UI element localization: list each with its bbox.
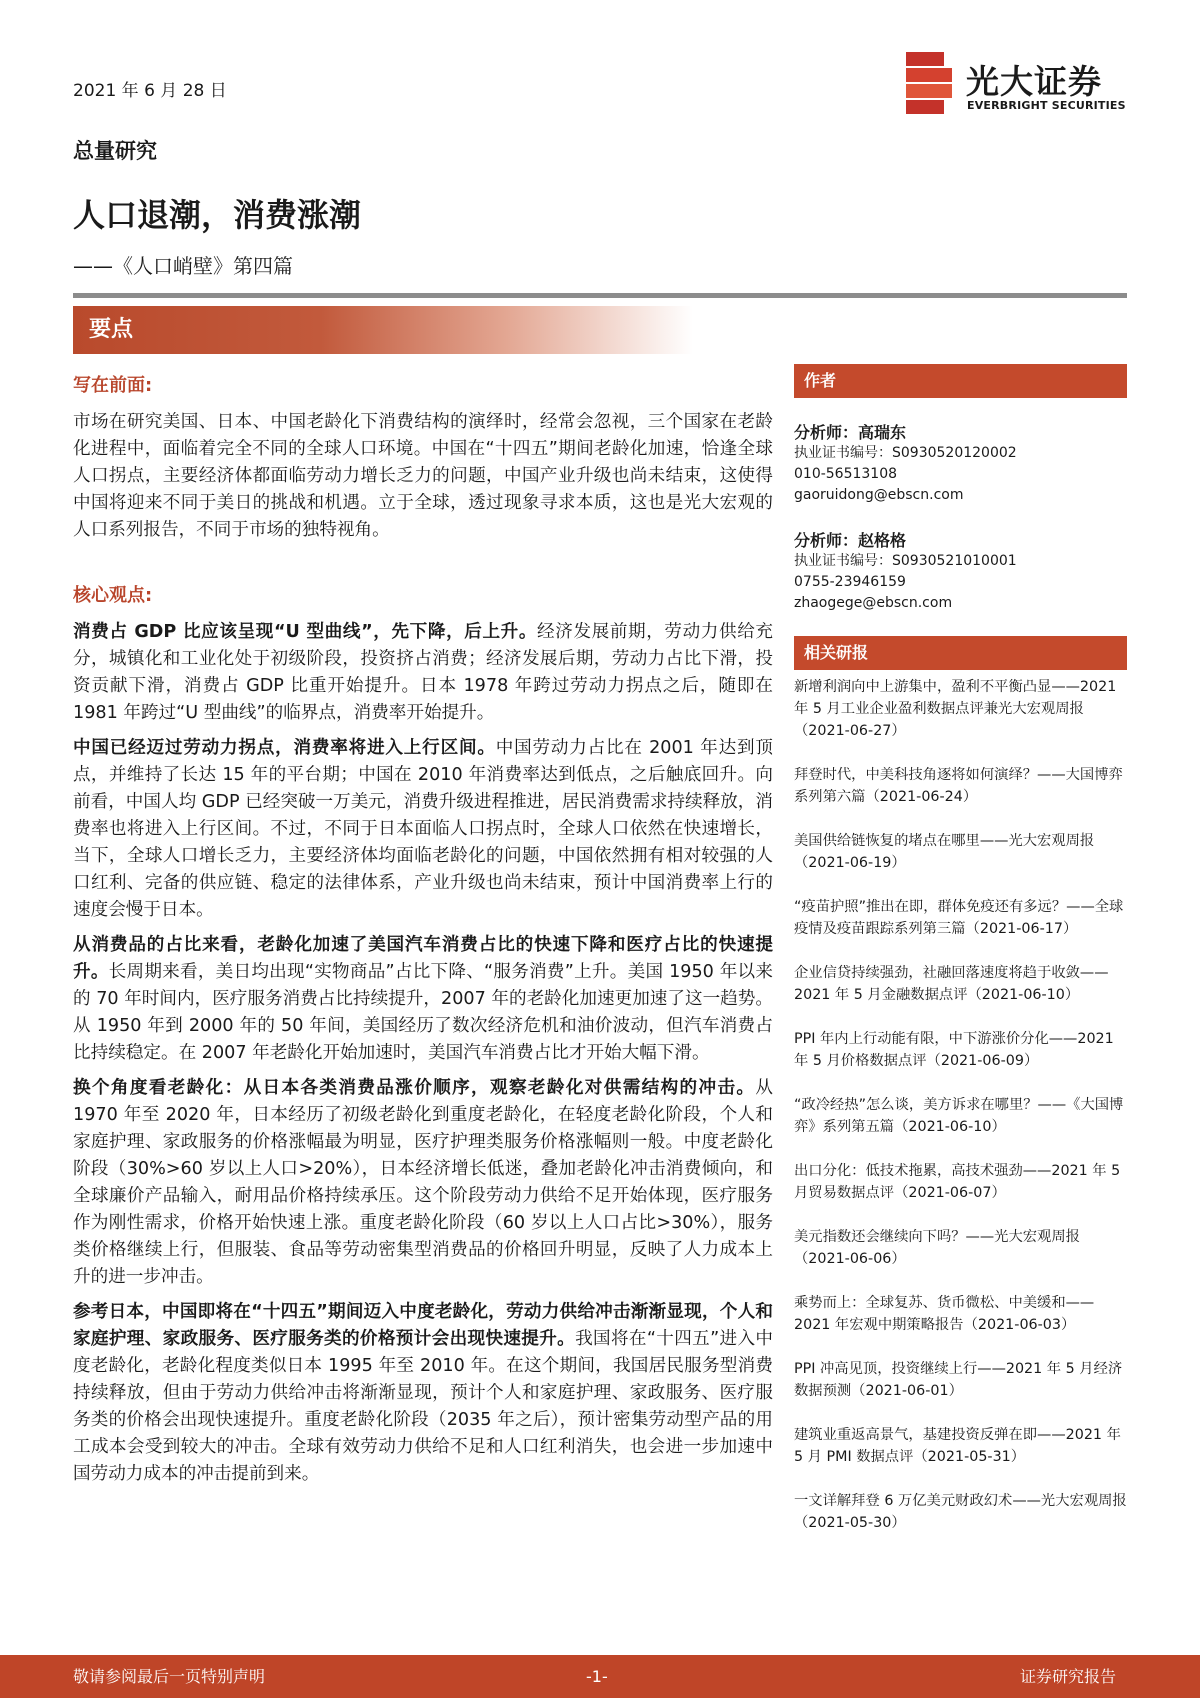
- header-divider: [73, 293, 1127, 298]
- related-report-item[interactable]: 企业信贷持续强劲，社融回落速度将趋于收敛——2021 年 5 月金融数据点评（2021-06-10）: [794, 965, 1109, 1003]
- report-category: 总量研究: [73, 139, 157, 163]
- core-point-lead: 从消费品的占比来看，老龄化加速了美国汽车消费占比的快速下降和医疗占比的快速提升。: [73, 935, 773, 982]
- analyst-phone: 0755-23946159: [794, 574, 906, 590]
- core-point: [73, 1299, 773, 1488]
- core-point: [73, 1075, 773, 1291]
- analyst-phone: 010-56513108: [794, 466, 898, 482]
- main-content: [73, 372, 773, 1496]
- related-report-item[interactable]: 美元指数还会继续向下吗？——光大宏观周报（2021-06-06）: [794, 1229, 1080, 1267]
- key-points-banner: 要点: [73, 306, 693, 354]
- related-report-item[interactable]: 乘势而上：全球复苏、货币微松、中美缓和——2021 年宏观中期策略报告（2021-06-03）: [794, 1295, 1095, 1333]
- related-report-item[interactable]: “政冷经热”怎么谈，美方诉求在哪里？——《大国博弈》系列第五篇（2021-06-10）: [794, 1097, 1124, 1135]
- analyst-cert: 执业证书编号：S0930520120002: [794, 445, 1017, 461]
- core-point-body: 长周期来看，美日均出现“实物商品”占比下降、“服务消费”上升。美国 1950 年以来的 70 年时间内，医疗服务消费占比持续提升，2007 年的老龄化加速更加速了这一趋势。从 1950 年到 2000 年的 50 年间，美国经历了数次经济危机和油价波动，但汽车消费占比持续稳定。在 2007 年老龄化开始加速时，美国汽车消费占比才开始大幅下滑。: [73, 962, 773, 1063]
- related-report-item[interactable]: 美国供给链恢复的堵点在哪里——光大宏观周报（2021-06-19）: [794, 833, 1095, 871]
- core-views-heading: 核心观点:: [73, 585, 153, 606]
- analyst-email[interactable]: gaoruidong@ebscn.com: [794, 487, 964, 503]
- author-heading: 作者: [794, 364, 1127, 398]
- related-report-item[interactable]: 拜登时代，中美科技角逐将如何演绎？——大国博弈系列第六篇（2021-06-24）: [794, 767, 1123, 805]
- core-point: [73, 619, 773, 727]
- everbright-logo-icon: [906, 52, 954, 116]
- core-point-body: 我国将在“十四五”进入中度老龄化，老龄化程度类似日本 1995 年至 2010 年。在这个期间，我国居民服务型消费持续释放，但由于劳动力供给冲击将渐渐显现，预计个人和家庭护理、家政服务、医疗服务类的价格会出现快速提升。重度老龄化阶段（2035 年之后），预计密集劳动型产品的用工成本会受到较大的冲击。全球有效劳动力供给不足和人口红利消失，也会进一步加速中国劳动力成本的冲击提前到来。: [73, 1329, 773, 1484]
- analyst-cert: 执业证书编号：S0930521010001: [794, 553, 1017, 569]
- core-point-lead: 换个角度看老龄化：从日本各类消费品涨价顺序，观察老龄化对供需结构的冲击。: [73, 1078, 756, 1098]
- page-footer: [0, 1655, 1200, 1698]
- analyst-email[interactable]: zhaogege@ebscn.com: [794, 595, 953, 611]
- core-point-lead: 中国已经迈过劳动力拐点，消费率将进入上行区间。: [73, 738, 496, 758]
- analyst-name: 分析师：赵格格: [794, 531, 907, 550]
- related-report-item[interactable]: 新增利润向中上游集中，盈利不平衡凸显——2021 年 5 月工业企业盈利数据点评兼光大宏观周报（2021-06-27）: [794, 679, 1117, 739]
- analyst-name: 分析师：高瑞东: [794, 423, 907, 442]
- related-reports-list: [794, 676, 1127, 1534]
- footer-disclaimer: 敬请参阅最后一页特别声明: [73, 1667, 266, 1686]
- report-title: 人口退潮，消费涨潮: [73, 196, 362, 234]
- related-report-item[interactable]: PPI 冲高见顶，投资继续上行——2021 年 5 月经济数据预测（2021-06-01）: [794, 1361, 1123, 1399]
- core-point-body: 中国劳动力占比在 2001 年达到顶点，并维持了长达 15 年的平台期；中国在 2010 年消费率达到低点，之后触底回升。向前看，中国人均 GDP 已经突破一万美元，消费升级进程推进，居民消费需求持续释放，消费率也将进入上行区间。不过，不同于日本面临人口拐点时，全球人口依然在快速增长，当下，全球人口增长乏力，主要经济体均面临老龄化的问题，中国依然拥有相对较强的人口红利、完备的供应链、稳定的法律体系，产业升级也尚未结束，预计中国消费率上行的速度会慢于日本。: [73, 738, 773, 920]
- logo-chinese-name: 光大证券: [966, 62, 1102, 101]
- related-report-item[interactable]: 建筑业重返高景气，基建投资反弹在即——2021 年 5 月 PMI 数据点评（2021-05-31）: [794, 1427, 1121, 1465]
- intro-heading: 写在前面:: [73, 375, 153, 396]
- core-point-lead: 参考日本，中国即将在“十四五”期间迈入中度老龄化，劳动力供给冲击渐渐显现，个人和家庭护理、家政服务、医疗服务类的价格预计会出现快速提升。: [73, 1302, 773, 1349]
- core-point: [73, 932, 773, 1067]
- related-report-item[interactable]: “疫苗护照”推出在即，群体免疫还有多远？——全球疫情及疫苗跟踪系列第三篇（2021-06-17）: [794, 899, 1124, 937]
- related-report-item[interactable]: 一文详解拜登 6 万亿美元财政幻术——光大宏观周报（2021-05-30）: [794, 1493, 1127, 1531]
- page-number: -1-: [586, 1667, 608, 1686]
- related-report-item[interactable]: 出口分化：低技术拖累，高技术强劲——2021 年 5 月贸易数据点评（2021-06-07）: [794, 1163, 1121, 1201]
- core-point-body: 从 1970 年至 2020 年，日本经历了初级老龄化到重度老龄化，在轻度老龄化阶段，个人和家庭护理、家政服务的价格涨幅最为明显，医疗护理类服务价格涨幅则一般。中度老龄化阶段（30%>60 岁以上人口>20%），日本经济增长低迷，叠加老龄化冲击消费倾向，和全球廉价产品输入，耐用品价格持续承压。这个阶段劳动力供给不足开始体现，医疗服务作为刚性需求，价格开始快速上涨。重度老龄化阶段（60 岁以上人口占比>30%），服务类价格继续上行，但服装、食品等劳动密集型消费品的价格回升明显，反映了人力成本上升的进一步冲击。: [73, 1078, 773, 1287]
- related-report-item[interactable]: PPI 年内上行动能有限，中下游涨价分化——2021 年 5 月价格数据点评（2021-06-09）: [794, 1031, 1114, 1069]
- core-point-lead: 消费占 GDP 比应该呈现“U 型曲线”，先下降，后上升。: [73, 622, 538, 642]
- report-date: 2021 年 6 月 28 日: [73, 81, 227, 101]
- sidebar: [794, 364, 1127, 1556]
- core-point: [73, 735, 773, 924]
- report-subtitle: ——《人口峭壁》第四篇: [73, 254, 293, 278]
- intro-paragraph: 市场在研究美国、日本、中国老龄化下消费结构的演绎时，经常会忽视，三个国家在老龄化进程中，面临着完全不同的全球人口环境。中国在“十四五”期间老龄化加速，恰逢全球人口拐点，主要经济体都面临劳动力增长乏力的问题，中国产业升级也尚未结束，这使得中国将迎来不同于美日的挑战和机遇。立于全球，透过现象寻求本质，这也是光大宏观的人口系列报告，不同于市场的独特视角。: [73, 412, 773, 540]
- footer-report-type: 证券研究报告: [1019, 1667, 1116, 1686]
- core-point-body: 经济发展前期，劳动力供给充分，城镇化和工业化处于初级阶段，投资挤占消费；经济发展后期，劳动力占比下滑，投资贡献下滑，消费占 GDP 比重开始提升。日本 1978 年跨过劳动力拐点之后，随即在 1981 年跨过“U 型曲线”的临界点，消费率开始提升。: [73, 622, 773, 723]
- company-logo: [906, 52, 1126, 118]
- logo-english-name: EVERBRIGHT SECURITIES: [967, 99, 1126, 112]
- related-reports-heading: 相关研报: [794, 636, 1127, 670]
